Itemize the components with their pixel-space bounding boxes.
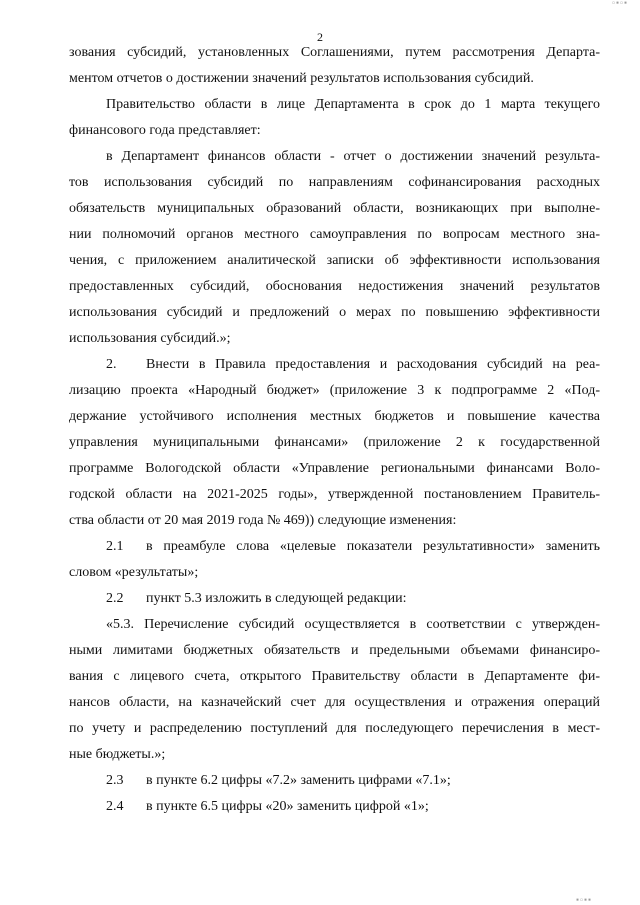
text-line: в Департамент финансов области - отчет о достижении значений результа- [106,149,600,164]
text-line: предоставленных субсидий, обоснования недостижения значений результатов [69,279,600,294]
text-line: «5.3. Перечисление субсидий осуществляется в соответствии с утвержден- [106,617,600,632]
text-line: ментом отчетов о достижении значений результатов использования субсидий. [69,71,534,86]
text-line: лизацию проекта «Народный бюджет» (приложение 3 к подпрограмме 2 «Под- [69,383,600,398]
page-number: 2 [317,30,323,44]
text-line: ные бюджеты.»; [69,747,166,762]
scan-mark-bottom: ▪▫▪▪ [575,897,592,903]
numbered-line [69,534,600,560]
scan-mark-top: ▫▪▫▪ [611,0,628,6]
text-line: тов использования субсидий по направлениям софинансирования расходных [69,175,600,190]
text-line: программе Вологодской области «Управление региональными финансами Воло- [69,461,600,476]
numbered-line [69,352,600,378]
numbered-line [69,768,600,794]
text-line: словом «результаты»; [69,565,199,580]
document-body [69,40,600,820]
text-line: обязательств муниципальных образований области, возникающих при выполне- [69,201,600,216]
text-line: управления муниципальными финансами» (приложение 2 к государственной [69,435,600,450]
item-number: 2.3 [106,773,124,788]
text-span: в пункте 6.5 цифры «20» заменить цифрой «1»; [146,799,429,814]
text-line: нансов области, на казначейский счет для осуществления и отражения операций [69,695,600,710]
text-span: пункт 5.3 изложить в следующей редакции: [146,591,407,606]
text-line: использования субсидий и предложений о мерах по повышению эффективности [69,305,600,320]
text-line: держание устойчивого исполнения местных бюджетов и повышение качества [69,409,600,424]
text-line: финансового года представляет: [69,123,261,138]
text-line: по учету и распределению поступлений для последующего перечисления в мест- [69,721,600,736]
text-span: в преамбуле слова «целевые показатели результативности» заменить [146,539,600,554]
text-line: годской области на 2021-2025 годы», утвержденной постановлением Правитель- [69,487,600,502]
text-line: Правительство области в лице Департамента в срок до 1 марта текущего [106,97,600,112]
text-line: вания с лицевого счета, открытого Правительству области в Департаменте фи- [69,669,600,684]
text-span: Внести в Правила предоставления и расходования субсидий на реа- [146,357,600,372]
text-span: в пункте 6.2 цифры «7.2» заменить цифрами «7.1»; [146,773,451,788]
text-line: использования субсидий.»; [69,331,231,346]
text-line: нии полномочий органов местного самоуправления по вопросам местного зна- [69,227,600,242]
numbered-line [69,586,600,612]
numbered-line [69,794,600,820]
item-number: 2.4 [106,799,124,814]
text-line: зования субсидий, установленных Соглашениями, путем рассмотрения Департа- [69,45,600,60]
item-number: 2. [106,357,117,372]
item-number: 2.1 [106,539,124,554]
text-line: чения, с приложением аналитической записки об эффективности использования [69,253,600,268]
text-line: ными лимитами бюджетных обязательств и предельными объемами финансиро- [69,643,600,658]
text-line: ства области от 20 мая 2019 года № 469)) следующие изменения: [69,513,457,528]
item-number: 2.2 [106,591,124,606]
